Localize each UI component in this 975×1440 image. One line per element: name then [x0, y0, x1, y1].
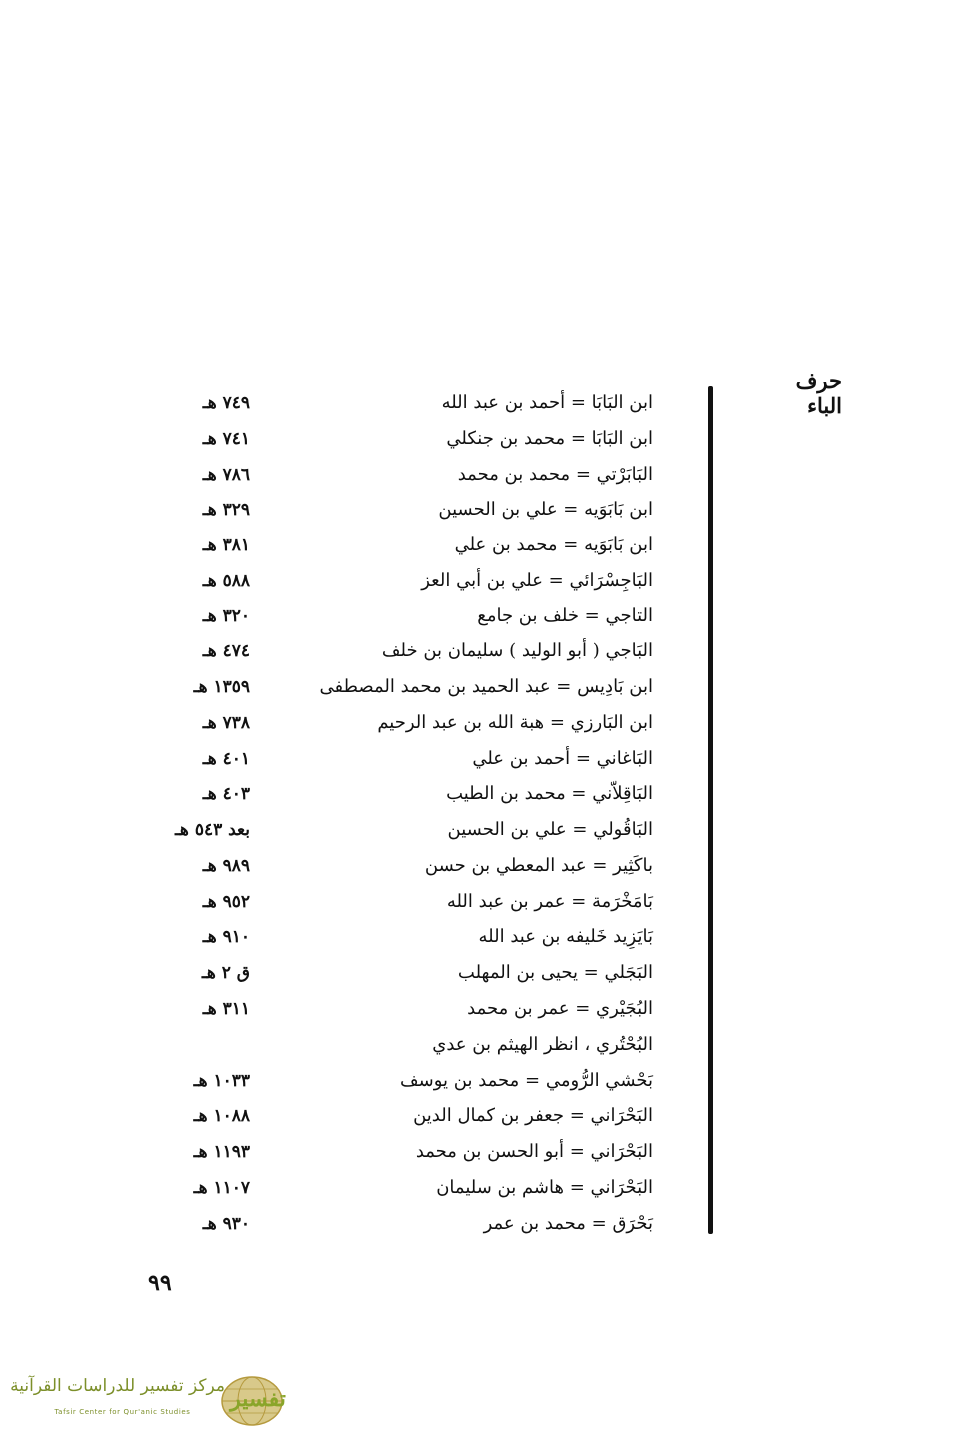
list-item	[0, 992, 975, 1026]
publisher-logo	[10, 1372, 289, 1432]
entry-date: ١٣٥٩ هـ	[193, 677, 250, 697]
list-item	[0, 849, 975, 883]
list-item	[0, 777, 975, 811]
entry-name: البَحْرَاني = هاشم بن سليمان	[436, 1177, 653, 1198]
list-item	[0, 458, 975, 492]
entry-date: ٤٠٣ هـ	[202, 784, 250, 804]
entry-date: ٣١١ هـ	[202, 999, 250, 1019]
entry-name: البُحْتُري ، انظر الهيثم بن عدي	[432, 1034, 653, 1055]
entry-name: ابن بَابَوَيه = علي بن الحسين	[438, 499, 653, 520]
logo-arabic-text: مركز تفسير للدراسات القرآنية	[10, 1376, 225, 1396]
entry-name: بَايَزِيد خَليفه بن عبد الله	[478, 926, 653, 947]
entry-date: ٩٣٠ هـ	[202, 1214, 250, 1234]
list-item	[0, 1135, 975, 1169]
entry-name: باكَثِير = عبد المعطي بن حسن	[424, 855, 653, 876]
entry-name: ابن بَابَوَيه = محمد بن علي	[454, 534, 653, 555]
list-item	[0, 742, 975, 776]
section-title: حرف الباء	[795, 368, 842, 418]
entry-date: ١٠٨٨ هـ	[193, 1106, 250, 1126]
entry-date: ٤٧٤ هـ	[202, 641, 250, 661]
entry-name: ابن البَابَا = أحمد بن عبد الله	[441, 392, 653, 413]
list-item	[0, 920, 975, 954]
list-item	[0, 634, 975, 668]
list-item	[0, 599, 975, 633]
list-item	[0, 706, 975, 740]
entry-name: بَحْرَق = محمد بن عمر	[483, 1213, 653, 1234]
logo-english-text: Tafsir Center for Qur'anic Studies	[54, 1408, 191, 1416]
entry-date: ١٠٣٣ هـ	[193, 1071, 250, 1091]
list-item	[0, 885, 975, 919]
entry-date: ٧٣٨ هـ	[202, 713, 250, 733]
list-item	[0, 493, 975, 527]
list-item	[0, 670, 975, 704]
entry-date: ٣٨١ هـ	[202, 535, 250, 555]
list-item	[0, 422, 975, 456]
entry-name: البَاجي ( أبو الوليد ) سليمان بن خلف	[381, 640, 653, 661]
entry-date: ٧٤٩ هـ	[202, 393, 250, 413]
entry-name: البَحْرَاني = جعفر بن كمال الدين	[413, 1105, 653, 1126]
entry-name: البَاجِسْرَائي = علي بن أبي العز	[421, 570, 653, 591]
entry-date: ٩٨٩ هـ	[202, 856, 250, 876]
entry-date: ٩١٠ هـ	[202, 927, 250, 947]
entry-name: ابن البَابَا = محمد بن جنكلي	[446, 428, 653, 449]
list-item	[0, 1099, 975, 1133]
entry-name: البَابَرْتي = محمد بن محمد	[457, 464, 653, 485]
logo-brand-text: تفسير	[230, 1386, 286, 1412]
entry-date: ٣٢٩ هـ	[202, 500, 250, 520]
entry-name: ابن بَادِيس = عبد الحميد بن محمد المصطفى	[319, 676, 653, 697]
entry-name: بَحْشي الرُّومي = محمد بن يوسف	[400, 1070, 653, 1091]
entry-name: بَامَخْرَمة = عمر بن عبد الله	[446, 891, 653, 912]
entry-name: البَاغاني = أحمد بن علي	[472, 748, 653, 769]
entry-name: البَاقِلاّني = محمد بن الطيب	[446, 783, 653, 804]
entry-name: البُجَيْري = عمر بن محمد	[467, 998, 653, 1019]
entry-name: ابن البَارزي = هبة الله بن عبد الرحيم	[377, 712, 653, 733]
entry-name: البَجَلي = يحيى بن المهلب	[457, 962, 653, 983]
entry-date: ٧٤١ هـ	[202, 429, 250, 449]
list-item	[0, 528, 975, 562]
list-item	[0, 813, 975, 847]
entry-date: ق ٢ هـ	[201, 963, 250, 983]
entry-date: ١١٩٣ هـ	[193, 1142, 250, 1162]
list-item	[0, 1064, 975, 1098]
list-item	[0, 564, 975, 598]
entry-date: ٣٢٠ هـ	[202, 606, 250, 626]
entry-name: البَاقُولي = علي بن الحسين	[447, 819, 653, 840]
entry-date: ٥٨٨ هـ	[202, 571, 250, 591]
entry-name: البَحْرَاني = أبو الحسن بن محمد	[415, 1141, 653, 1162]
entry-date: ٧٨٦ هـ	[202, 465, 250, 485]
entry-date: ٩٥٢ هـ	[202, 892, 250, 912]
list-item	[0, 1171, 975, 1205]
entry-name: التاجي = خلف بن جامع	[477, 605, 653, 626]
list-item	[0, 1028, 975, 1062]
entry-date: ٤٠١ هـ	[202, 749, 250, 769]
page-number: ٩٩	[148, 1270, 172, 1296]
list-item	[0, 386, 975, 420]
list-item	[0, 1207, 975, 1241]
entry-date: ١١٠٧ هـ	[193, 1178, 250, 1198]
list-item	[0, 956, 975, 990]
entry-date: بعد ٥٤٣ هـ	[174, 820, 250, 840]
